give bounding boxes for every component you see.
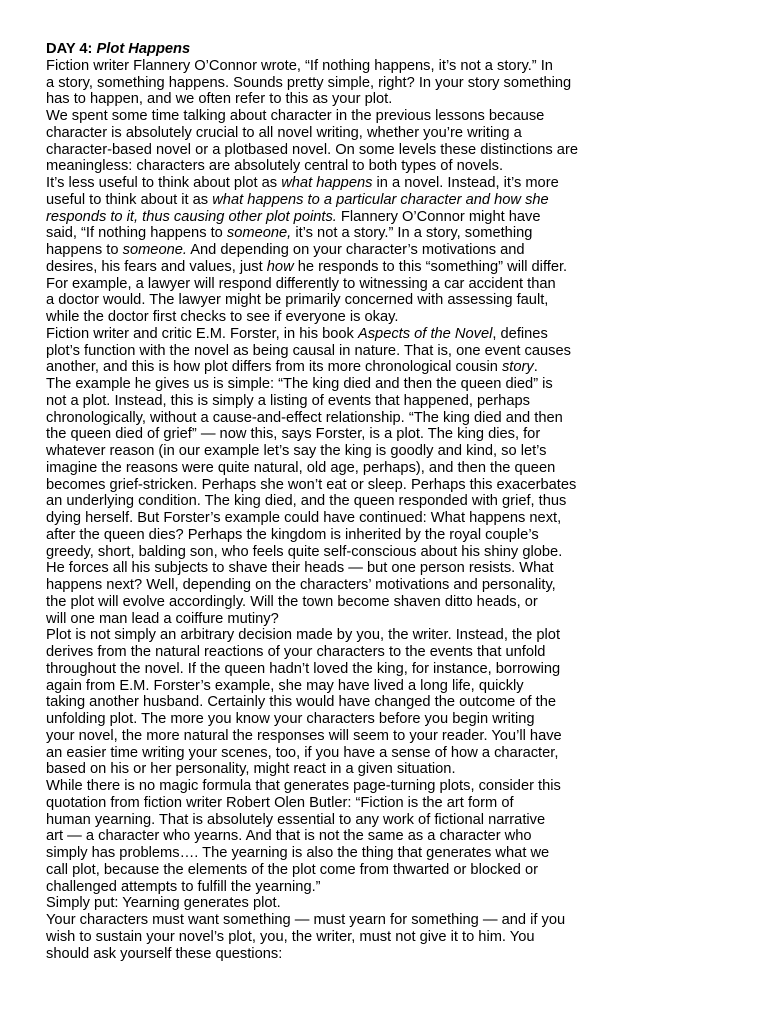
text-run: your novel, the more natural the responses will seem to your reader. You’ll have <box>46 727 562 744</box>
text-line <box>46 627 746 644</box>
text-run: a story, something happens. Sounds pretty simple, right? In your story something <box>46 74 572 91</box>
text-line <box>46 125 746 142</box>
text-line <box>46 577 746 594</box>
paragraph <box>46 778 746 895</box>
text-run: character-based novel or a plotbased novel. On some levels these distinctions are <box>46 141 578 158</box>
text-run: wish to sustain your novel’s plot, you, the writer, must not give it to him. You <box>46 928 535 945</box>
text-line <box>46 661 746 678</box>
italic-text: someone. <box>122 242 187 258</box>
paragraph <box>46 376 746 627</box>
text-run: said, “If nothing happens to <box>46 225 227 242</box>
text-line <box>46 912 746 929</box>
text-line <box>46 879 746 896</box>
text-run: derives from the natural reactions of your characters to the events that unfold <box>46 644 546 660</box>
text-run: Plot is not simply an arbitrary decision made by you, the writer. Instead, the plot <box>46 627 561 644</box>
italic-text: story <box>501 359 534 376</box>
text-line <box>46 845 746 862</box>
text-line <box>46 359 746 376</box>
text-line <box>46 75 746 92</box>
text-run: an underlying condition. The king died, and the queen responded with grief, thus <box>46 493 567 510</box>
text-line <box>46 426 746 443</box>
text-line <box>46 58 746 75</box>
section-heading <box>46 41 746 58</box>
text-run: becomes grief-stricken. Perhaps she won’t eat or sleep. Perhaps this exacerbates <box>46 476 577 493</box>
text-line <box>46 242 746 259</box>
text-line <box>46 259 746 276</box>
text-line <box>46 778 746 795</box>
heading-title: Plot Happens <box>96 41 191 57</box>
text-run: an easier time writing your scenes, too, if you have a sense of how a character, <box>46 744 559 761</box>
text-line <box>46 292 746 309</box>
text-line <box>46 678 746 695</box>
text-line <box>46 929 746 946</box>
text-run: again from E.M. Forster’s example, she may have lived a long life, quickly <box>46 677 524 694</box>
paragraph <box>46 326 746 376</box>
text-line <box>46 694 746 711</box>
text-run: he responds to this “something” will differ. <box>293 258 568 275</box>
text-run: . <box>533 359 538 376</box>
text-line <box>46 443 746 460</box>
text-run: , defines <box>492 325 548 342</box>
text-run: should ask yourself these questions: <box>46 945 283 962</box>
text-line <box>46 142 746 159</box>
text-run: challenged attempts to fulfill the yearning.” <box>46 878 321 895</box>
document-body <box>46 41 746 962</box>
text-run: not a plot. Instead, this is simply a listing of events that happened, perhaps <box>46 392 530 409</box>
text-line <box>46 812 746 829</box>
text-line <box>46 91 746 108</box>
text-run: Fiction writer Flannery O’Connor wrote, “If nothing happens, it’s not a story.” In <box>46 57 553 74</box>
text-line <box>46 544 746 561</box>
text-line <box>46 644 746 661</box>
text-line <box>46 410 746 427</box>
text-line <box>46 493 746 510</box>
text-run: quotation from fiction writer Robert Olen Butler: “Fiction is the art form of <box>46 794 514 811</box>
text-line <box>46 309 746 326</box>
text-line <box>46 711 746 728</box>
text-line <box>46 560 746 577</box>
text-line <box>46 460 746 477</box>
text-line <box>46 946 746 963</box>
text-run: a doctor would. The lawyer might be primarily concerned with assessing fault, <box>46 292 549 309</box>
text-run: call plot, because the elements of the plot come from thwarted or blocked or <box>46 861 539 878</box>
text-line <box>46 477 746 494</box>
paragraph <box>46 627 746 778</box>
text-run: unfolding plot. The more you know your characters before you begin writing <box>46 711 535 727</box>
text-run: while the doctor first checks to see if everyone is okay. <box>46 309 399 325</box>
text-run: it’s not a story.” In a story, something <box>291 225 533 242</box>
text-line <box>46 862 746 879</box>
heading-label: DAY 4: <box>46 41 93 57</box>
text-run: happens next? Well, depending on the characters’ motivations and personality, <box>46 577 556 593</box>
text-run: Your characters must want something — must yearn for something — and if you <box>46 912 566 928</box>
italic-text: what happens to a particular character and how she <box>212 191 549 208</box>
text-run: in a novel. Instead, it’s more <box>372 175 559 191</box>
paragraph <box>46 175 746 326</box>
text-run: And depending on your character’s motivations and <box>186 242 525 258</box>
italic-text: what happens <box>281 175 373 191</box>
text-line <box>46 158 746 175</box>
italic-text: responds to it, thus causing other plot points. <box>46 208 337 225</box>
text-line <box>46 175 746 192</box>
text-run: will one man lead a coiffure mutiny? <box>46 610 279 627</box>
text-line <box>46 209 746 226</box>
text-run: He forces all his subjects to shave their heads — but one person resists. What <box>46 560 554 577</box>
paragraph-list <box>46 58 746 963</box>
text-run: throughout the novel. If the queen hadn’t loved the king, for instance, borrowing <box>46 660 561 677</box>
text-run: after the queen dies? Perhaps the kingdom is inherited by the royal couple’s <box>46 526 539 543</box>
text-line <box>46 393 746 410</box>
text-run: We spent some time talking about character in the previous lessons because <box>46 108 545 124</box>
text-run: useful to think about it as <box>46 191 213 208</box>
text-run: another, and this is how plot differs from its more chronological cousin <box>46 359 502 376</box>
text-line <box>46 192 746 209</box>
text-run: Flannery O’Connor might have <box>336 208 541 225</box>
text-line <box>46 728 746 745</box>
text-run: imagine the reasons were quite natural, old age, perhaps), and then the queen <box>46 459 556 476</box>
text-line <box>46 225 746 242</box>
text-run: Fiction writer and critic E.M. Forster, in his book <box>46 325 358 342</box>
text-run: Simply put: Yearning generates plot. <box>46 895 281 912</box>
text-run: character is absolutely crucial to all novel writing, whether you’re writing a <box>46 124 522 141</box>
paragraph <box>46 895 746 912</box>
text-line <box>46 108 746 125</box>
text-run: For example, a lawyer will respond differently to witnessing a car accident than <box>46 275 556 292</box>
text-run: whatever reason (in our example let’s say the king is goodly and kind, so let’s <box>46 443 547 459</box>
text-run: The example he gives us is simple: “The king died and then the queen died” is <box>46 376 553 392</box>
text-line <box>46 828 746 845</box>
text-line <box>46 611 746 628</box>
italic-text: how <box>266 258 294 275</box>
paragraph <box>46 108 746 175</box>
text-run: has to happen, and we often refer to this as your plot. <box>46 91 393 108</box>
text-run: It’s less useful to think about plot as <box>46 175 282 191</box>
text-run: simply has problems…. The yearning is also the thing that generates what we <box>46 845 550 861</box>
text-run: chronologically, without a cause-and-effect relationship. “The king died and then <box>46 409 563 426</box>
text-run: the queen died of grief” — now this, says Forster, is a plot. The king dies, for <box>46 426 541 443</box>
text-line <box>46 745 746 762</box>
text-run: dying herself. But Forster’s example could have continued: What happens next, <box>46 510 562 526</box>
italic-text: someone, <box>226 225 292 242</box>
text-run: desires, his fears and values, just <box>46 258 267 275</box>
text-line <box>46 326 746 343</box>
text-run: art — a character who yearns. And that is not the same as a character who <box>46 828 532 845</box>
text-run: While there is no magic formula that generates page-turning plots, consider this <box>46 778 561 794</box>
text-run: human yearning. That is absolutely essential to any work of fictional narrative <box>46 811 546 828</box>
italic-text: Aspects of the Novel <box>357 325 493 342</box>
text-run: greedy, short, balding son, who feels quite self-conscious about his shiny globe. <box>46 543 563 560</box>
text-run: happens to <box>46 242 123 258</box>
text-line <box>46 761 746 778</box>
text-line <box>46 527 746 544</box>
paragraph <box>46 58 746 108</box>
text-line <box>46 376 746 393</box>
text-line <box>46 343 746 360</box>
text-line <box>46 895 746 912</box>
text-line <box>46 510 746 527</box>
text-run: meaningless: characters are absolutely central to both types of novels. <box>46 158 504 175</box>
text-run: the plot will evolve accordingly. Will the town become shaven ditto heads, or <box>46 593 538 610</box>
text-run: plot’s function with the novel as being causal in nature. That is, one event causes <box>46 342 571 359</box>
text-line <box>46 795 746 812</box>
text-run: taking another husband. Certainly this would have changed the outcome of the <box>46 694 557 711</box>
paragraph <box>46 912 746 962</box>
text-line <box>46 594 746 611</box>
text-run: based on his or her personality, might react in a given situation. <box>46 761 456 778</box>
text-line <box>46 276 746 293</box>
